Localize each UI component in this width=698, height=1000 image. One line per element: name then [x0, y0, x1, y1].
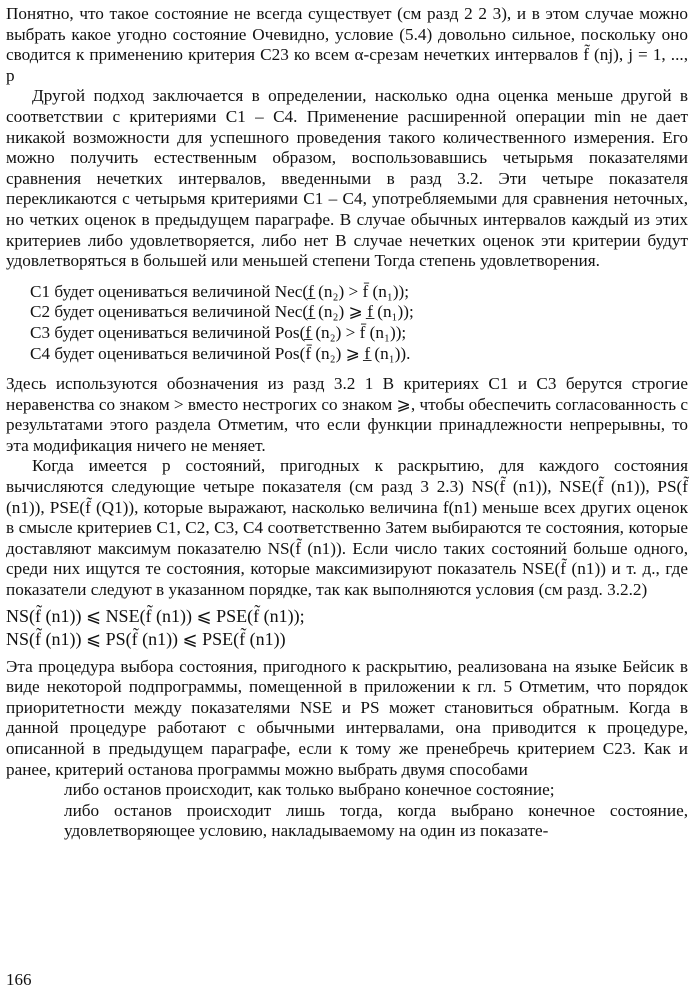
- stop-criteria-list: [64, 780, 688, 842]
- paragraph-indicators: Когда имеется p состояний, пригодных к раскрытию, для каждого состояния вычисляются следующие четыре показателя (см разд 3 2.3) NS(f̃ (n1)), NSE(f̃ (n1)), PS(f̃ (n1)), PSE(f̃ (Q1)), которые выражают, насколько величина f(n1) меньше всех других оценок в смысле критериев С1, С2, С3, С4 соответственно Затем выбираются те состояния, которые доставляют максимум показателю NS(f̃ (n1)). Если число таких состояний больше одного, среди них ищутся те состояния, которые максимизируют показатель NSE(f̃ (n1)) и т. д., где показатели следуют в указанном порядке, так как выполняются условия (см разд. 3.2.2): [6, 456, 688, 600]
- paragraph-procedure: Эта процедура выбора состояния, пригодного к раскрытию, реализована на языке Бейсик в виде некоторой подпрограммы, помещенной в приложении к гл. 5 Отметим, что порядок приоритетности между показателями NSE и PS может становиться обратным. Когда в данной процедуре работают с обычными интервалами, она приводится к процедуре, описанной в предыдущем параграфе, если к тому же пренебречь критерием С23. Как и ранее, критерий останова программы можно выбрать двумя способами: [6, 656, 688, 779]
- inequalities-block: [6, 605, 688, 651]
- inequality-2: NS(f̃ (n1)) ⩽ PS(f̃ (n1)) ⩽ PSE(f̃ (n1)): [6, 628, 286, 649]
- paragraph-notation: Здесь используются обозначения из разд 3.2 1 В критериях С1 и С3 берутся строгие неравенства со знаком > вместо нестрогих со знаком ⩾, чтобы обеспечить согласованность с результатами этого раздела Отметим, что если функции принадлежности непрерывны, то эта модификация ничего не меняет.: [6, 374, 688, 455]
- paragraph-intro: Понятно, что такое состояние не всегда существует (см разд 2 2 3), и в этом случае можно выбрать какое угодно состояние Очевидно, условие (5.4) довольно сильное, поскольку оно сводится к применению критерия С23 ко всем α-срезам нечетких интервалов f̃ (nj), j = 1, ..., p: [6, 4, 688, 85]
- criteria-list: [30, 282, 688, 364]
- criterion-c4: С4 будет оцениваться величиной Pos(f̄ (n₂) ⩾ f̲ (n₁)).: [30, 343, 411, 363]
- page-number: 166: [6, 970, 32, 989]
- criterion-c3: С3 будет оцениваться величиной Pos(f̲ (n₂) > f̄ (n₁));: [30, 322, 407, 342]
- criterion-c1: С1 будет оцениваться величиной Nec(f̲ (n₂) > f̄ (n₁));: [30, 281, 410, 301]
- list-item: либо останов происходит, как только выбрано конечное состояние;: [64, 780, 555, 800]
- paragraph-other-approach: Другой подход заключается в определении, насколько одна оценка меньше другой в соответствии с критериями С1 – С4. Применение расширенной операции min не дает никакой возможности для успешного проведения такого количественного измерения. Его можно получить естественным образом, воспользовавшись четырьмя показателями сравнения нечетких интервалов, введенными в разд 3.2. Эти четыре показателя перекликаются с четырьмя критериями С1 – С4, употребляемыми для сравнения неточных, но четких оценок в предыдущем параграфе. В случае обычных интервалов каждый из этих критериев либо удовлетворяется, либо нет В случае нечетких оценок эти критерии будут удовлетворяться в большей или меньшей степени Тогда степень удовлетворения.: [6, 86, 688, 271]
- criterion-c2: С2 будет оцениваться величиной Nec(f̲ (n₂) ⩾ f̲ (n₁));: [30, 302, 414, 322]
- inequality-1: NS(f̃ (n1)) ⩽ NSE(f̃ (n1)) ⩽ PSE(f̃ (n1));: [6, 605, 305, 626]
- list-item: либо останов происходит лишь тогда, когда выбрано конечное состояние, удовлетворяющее условию, накладываемому на один из показате-: [64, 800, 688, 841]
